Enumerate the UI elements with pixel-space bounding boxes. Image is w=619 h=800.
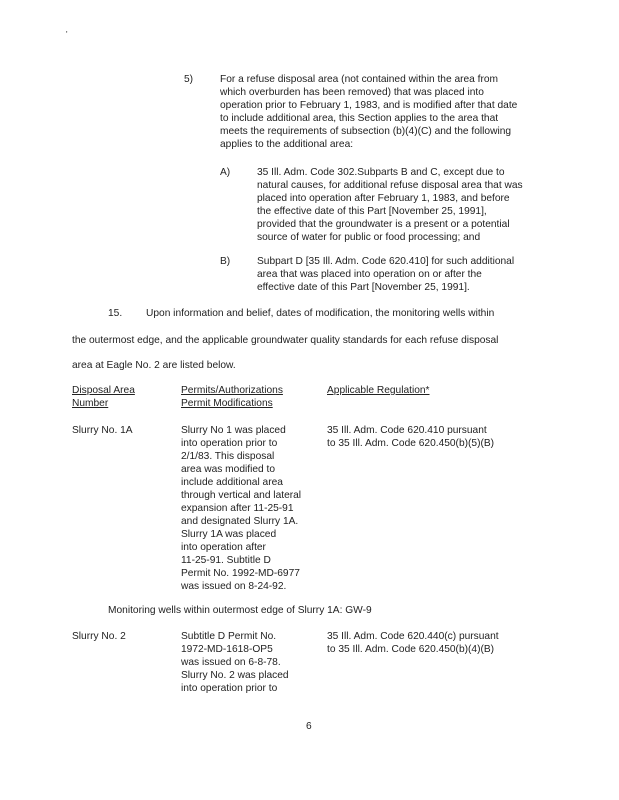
text-line: 35 Ill. Adm. Code 302.Subparts B and C, except due to [257, 167, 505, 178]
header-regulation [327, 384, 430, 397]
row-permits [181, 424, 301, 593]
text-line: natural causes, for additional refuse disposal area that was [257, 180, 523, 191]
permit-line: through vertical and lateral [181, 490, 302, 501]
text-line: Subpart D [35 Ill. Adm. Code 620.410] for such additional [257, 256, 515, 267]
text-line: applies to the additional area: [220, 139, 354, 150]
permit-line: Subtitle D Permit No. [181, 631, 277, 642]
subitem-b-label: B) [220, 256, 231, 267]
permit-line: 11-25-91. Subtitle D [181, 555, 271, 566]
regulation-line: 35 Ill. Adm. Code 620.440(c) pursuant [327, 631, 499, 642]
item-5-text [220, 73, 517, 151]
wells-note: Monitoring wells within outermost edge of Slurry 1A: GW-9 [108, 605, 372, 616]
row-regulation [327, 424, 494, 450]
paragraph-15-line: Upon information and belief, dates of modification, the monitoring wells within [146, 308, 495, 319]
text-line: which overburden has been removed) that was placed into [220, 87, 484, 98]
text-line: the effective date of this Part [November 25, 1991], [257, 206, 487, 217]
permit-line: into operation prior to [181, 438, 278, 449]
permit-line: and designated Slurry 1A. [181, 516, 299, 527]
permit-line: was issued on 6-8-78. [181, 657, 281, 668]
paragraph-15-line: area at Eagle No. 2 are listed below. [72, 360, 236, 371]
permit-line: 2/1/83. This disposal [181, 451, 275, 462]
stray-mark: ' [66, 30, 68, 39]
regulation-line: 35 Ill. Adm. Code 620.410 pursuant [327, 425, 487, 436]
text-line: placed into operation after February 1, 1983, and before [257, 193, 510, 204]
header-line: Permits/Authorizations [181, 385, 283, 396]
subitem-b-text [257, 255, 514, 294]
text-line: effective date of this Part [November 25, 1991]. [257, 282, 470, 293]
permit-line: 1972-MD-1618-OP5 [181, 644, 273, 655]
header-disposal-area [72, 384, 135, 410]
paragraph-15-line: the outermost edge, and the applicable groundwater quality standards for each refuse disposal [72, 335, 499, 346]
row-area: Slurry No. 1A [72, 425, 133, 436]
text-line: provided that the groundwater is a present or a potential [257, 219, 510, 230]
header-line: Applicable Regulation* [327, 385, 430, 396]
header-line: Permit Modifications [181, 398, 273, 409]
header-line: Disposal Area [72, 385, 135, 396]
header-line: Number [72, 398, 109, 409]
text-line: operation prior to February 1, 1983, and is modified after that date [220, 100, 518, 111]
subitem-a-text [257, 166, 523, 244]
permit-line: area was modified to [181, 464, 276, 475]
row-regulation [327, 630, 499, 656]
regulation-line: to 35 Ill. Adm. Code 620.450(b)(4)(B) [327, 644, 495, 655]
text-line: area that was placed into operation on or after the [257, 269, 482, 280]
header-permits [181, 384, 283, 410]
paragraph-15-number: 15. [108, 308, 123, 319]
permit-line: expansion after 11-25-91 [181, 503, 294, 514]
permit-line: Slurry 1A was placed [181, 529, 277, 540]
permit-line: Slurry No 1 was placed [181, 425, 286, 436]
text-line: For a refuse disposal area (not contained within the area from [220, 74, 499, 85]
regulation-line: to 35 Ill. Adm. Code 620.450(b)(5)(B) [327, 438, 495, 449]
permit-line: into operation after [181, 542, 266, 553]
row-area: Slurry No. 2 [72, 631, 126, 642]
permit-line: Permit No. 1992-MD-6977 [181, 568, 300, 579]
text-line: source of water for public or food processing; and [257, 232, 481, 243]
permit-line: into operation prior to [181, 683, 278, 694]
text-line: to include additional area, this Section applies to the area that [220, 113, 499, 124]
subitem-a-label: A) [220, 167, 231, 178]
permit-line: was issued on 8-24-92. [181, 581, 287, 592]
row-permits [181, 630, 289, 695]
permit-line: Slurry No. 2 was placed [181, 670, 289, 681]
page-number: 6 [306, 721, 312, 732]
text-line: meets the requirements of subsection (b)(4)(C) and the following [220, 126, 512, 137]
permit-line: include additional area [181, 477, 283, 488]
item-5-label: 5) [184, 74, 194, 85]
